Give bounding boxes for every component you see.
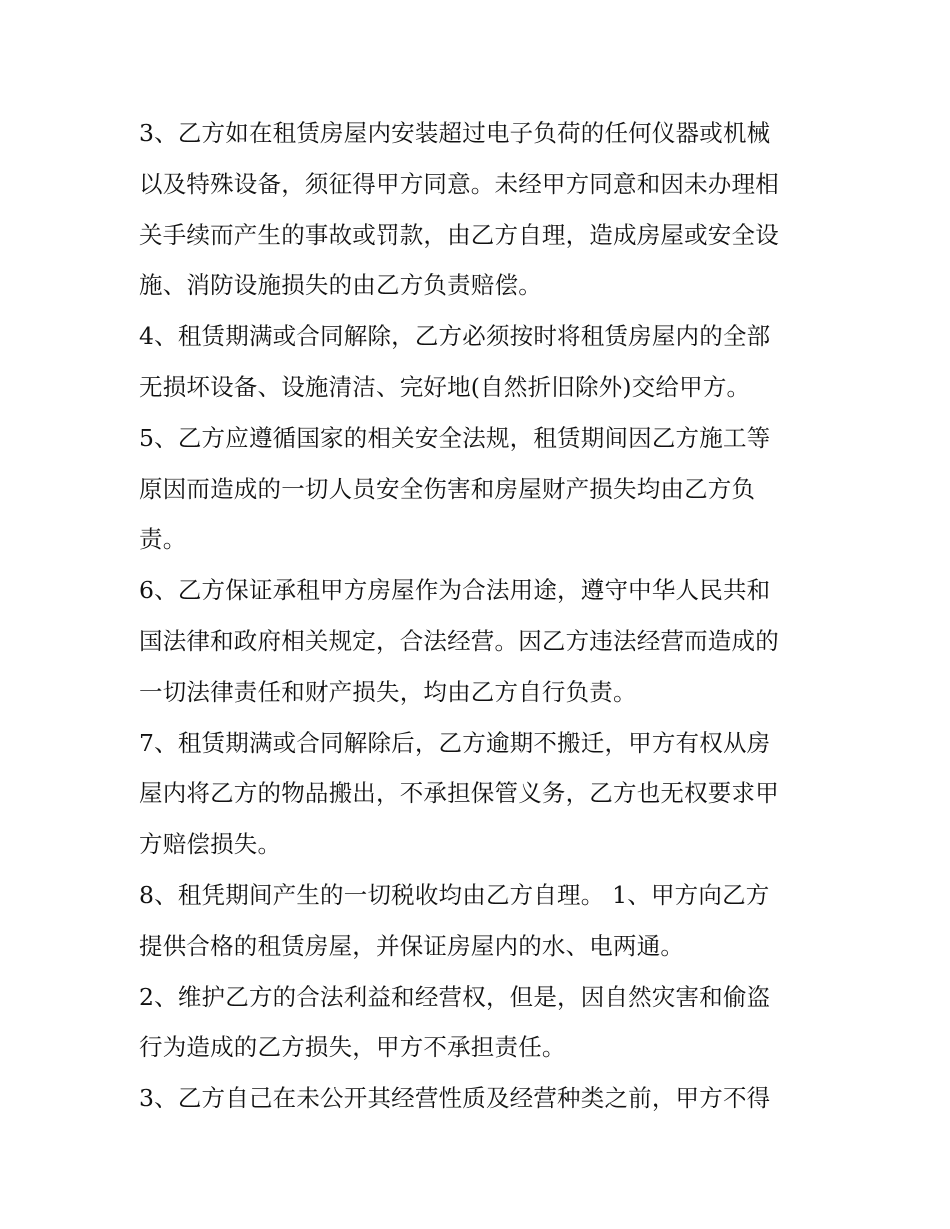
text-line: 行为造成的乙方损失，甲方不承担责任。 xyxy=(139,1033,566,1062)
text-line: 无损坏设备、设施清洁、完好地(自然折旧除外)交给甲方。 xyxy=(139,372,751,401)
text-line: 8、租凭期间产生的一切税收均由乙方自理。 1、甲方向乙方 xyxy=(139,880,770,909)
clause-paragraph-8 xyxy=(139,870,819,972)
text-line: 屋内将乙方的物品搬出，不承担保管义务，乙方也无权要求甲 xyxy=(139,779,779,808)
text-line: 2、维护乙方的合法利益和经营权，但是，因自然灾害和偷盗 xyxy=(139,982,771,1011)
text-line: 国法律和政府相关规定，合法经营。因乙方违法经营而造成的 xyxy=(139,626,779,655)
clause-paragraph-lessor-2 xyxy=(139,972,819,1074)
text-line: 3、乙方如在租赁房屋内安装超过电子负荷的任何仪器或机械 xyxy=(139,119,771,147)
text-line: 施、消防设施损失的由乙方负责赔偿。 xyxy=(139,271,542,300)
clause-paragraph-4 xyxy=(139,311,819,413)
text-line: 原因而造成的一切人员安全伤害和房屋财产损失均由乙方负 xyxy=(139,474,756,503)
text-line: 6、乙方保证承租甲方房屋作为合法用途，遵守中华人民共和 xyxy=(139,576,771,605)
text-line: 以及特殊设备，须征得甲方同意。未经甲方同意和因未办理相 xyxy=(139,169,779,198)
text-line: 5、乙方应遵循国家的相关安全法规，租赁期间因乙方施工等 xyxy=(139,423,771,452)
text-line: 7、租赁期满或合同解除后，乙方逾期不搬迁，甲方有权从房 xyxy=(139,728,771,757)
text-line: 提供合格的租赁房屋，并保证房屋内的水、电两通。 xyxy=(139,931,685,960)
clause-paragraph-lessor-3 xyxy=(139,1073,819,1124)
text-line: 方赔偿损失。 xyxy=(139,830,282,859)
text-line: 责。 xyxy=(139,525,187,554)
text-line: 4、租赁期满或合同解除，乙方必须按时将租赁房屋内的全部 xyxy=(139,322,771,351)
clause-paragraph-5 xyxy=(139,413,819,565)
clause-paragraph-6 xyxy=(139,565,819,717)
text-line: 关手续而产生的事故或罚款，由乙方自理，造成房屋或安全设 xyxy=(139,220,779,249)
clause-paragraph-7 xyxy=(139,718,819,870)
text-line: 一切法律责任和财产损失，均由乙方自行负责。 xyxy=(139,677,637,706)
document-body xyxy=(139,108,819,1124)
text-line: 3、乙方自己在未公开其经营性质及经营种类之前，甲方不得 xyxy=(139,1084,771,1113)
clause-paragraph-3 xyxy=(139,108,819,311)
